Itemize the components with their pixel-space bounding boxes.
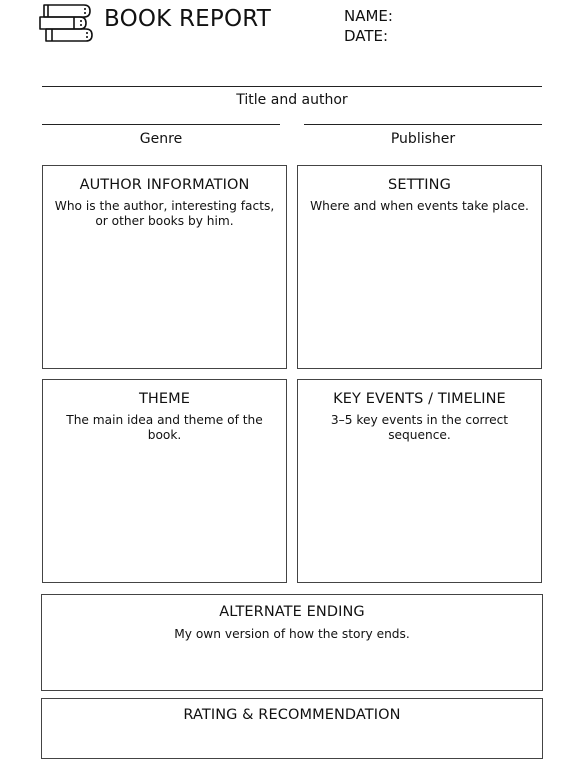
theme-prompt: The main idea and theme of the book. bbox=[66, 413, 263, 442]
key-events-box[interactable] bbox=[297, 379, 542, 583]
genre-label: Genre bbox=[139, 131, 183, 147]
stacked-books-icon bbox=[38, 2, 94, 44]
setting-prompt: Where and when events take place. bbox=[310, 199, 529, 213]
author-information-box[interactable] bbox=[42, 165, 287, 369]
alternate-ending-prompt: My own version of how the story ends. bbox=[174, 627, 410, 641]
title-author-line[interactable] bbox=[42, 86, 542, 87]
genre-line[interactable] bbox=[42, 124, 280, 125]
setting-heading: SETTING bbox=[388, 177, 451, 193]
author-information-prompt: Who is the author, interesting facts, or other books by him. bbox=[54, 199, 275, 228]
key-events-heading: KEY EVENTS / TIMELINE bbox=[333, 391, 506, 407]
page-title: BOOK REPORT bbox=[104, 6, 272, 32]
key-events-prompt: 3–5 key events in the correct sequence. bbox=[330, 413, 509, 442]
publisher-line[interactable] bbox=[304, 124, 542, 125]
rating-box[interactable] bbox=[41, 698, 543, 759]
theme-box[interactable] bbox=[42, 379, 287, 583]
publisher-label: Publisher bbox=[390, 131, 456, 147]
alternate-ending-heading: ALTERNATE ENDING bbox=[219, 604, 365, 620]
title-author-label: Title and author bbox=[236, 92, 348, 108]
name-label: NAME: bbox=[344, 7, 393, 25]
rating-heading: RATING & RECOMMENDATION bbox=[183, 707, 401, 723]
alternate-ending-box[interactable] bbox=[41, 594, 543, 691]
setting-box[interactable] bbox=[297, 165, 542, 369]
theme-heading: THEME bbox=[138, 391, 191, 407]
author-information-heading: AUTHOR INFORMATION bbox=[79, 177, 250, 193]
date-label: DATE: bbox=[344, 27, 389, 45]
